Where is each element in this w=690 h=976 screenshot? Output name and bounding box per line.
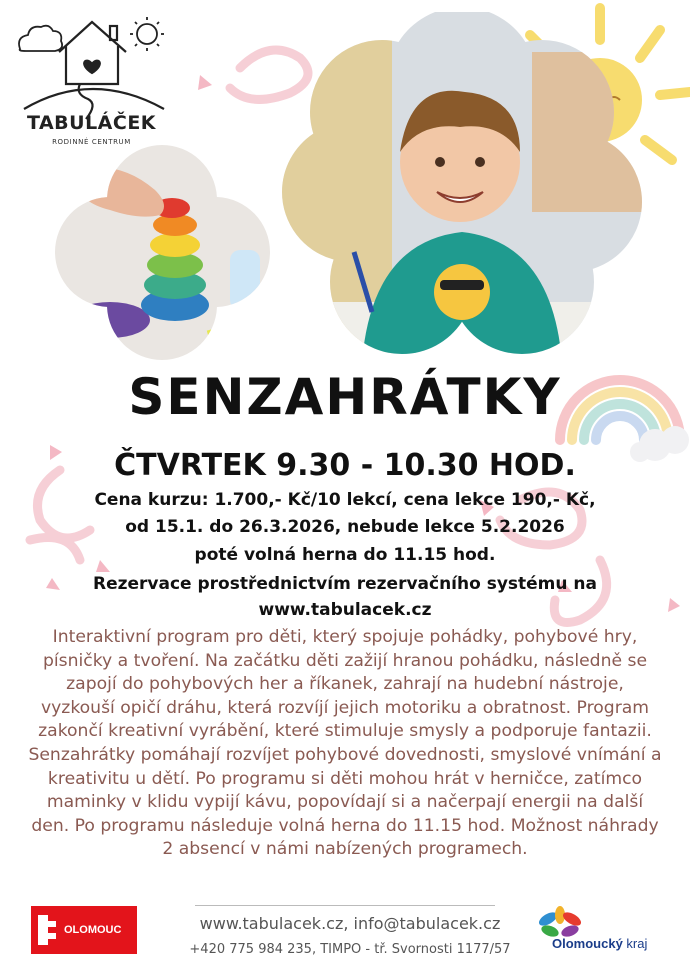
kraj-label-suffix: kraj bbox=[622, 936, 648, 951]
olomouc-emblem-icon bbox=[38, 915, 60, 945]
logo-name: TABULÁČEK bbox=[26, 112, 157, 134]
photo-stacking-toy bbox=[50, 140, 275, 365]
event-description: Interaktivní program pro děti, který spojuje pohádky, pohybové hry, písničky a tvoření. Na začátku děti zažijí hranou pohádku, následně se zapojí do pohybových her a říkanek, zahrají na hudební nástroje, vyzkouší opičí dráhu, která rozvíjí jejich motoriku a obratnost. Program zakončí kreativní vyrábění, které stimuluje smysly a podporuje fantazii. Senzahrátky pomáhají rozvíjet pohybové dovednosti, smyslové vnímání a kreativitu u dětí. Po programu si děti mohou hrát v herničce, zatímco maminky v klidu vypijí kávu, popovídají si a načerpají energii na další den. Po programu následuje volná herna do 11.15 hod. Možnost náhrady 2 absencí v námi nabízených programech. bbox=[28, 627, 662, 860]
info-reservation: Rezervace prostřednictvím rezervačního systému na bbox=[92, 574, 597, 594]
event-time: ČTVRTEK 9.30 - 10.30 HOD. bbox=[114, 448, 576, 483]
event-title: SENZAHRÁTKY bbox=[128, 368, 562, 426]
info-playroom: poté volná herna do 11.15 hod. bbox=[194, 545, 496, 565]
logo-subtitle: RODINNÉ CENTRUM bbox=[52, 138, 131, 146]
photo-boy-drawing bbox=[272, 12, 652, 362]
info-dates: od 15.1. do 26.3.2026, nebude lekce 5.2.2026 bbox=[125, 517, 565, 537]
olomoucky-kraj-label bbox=[552, 936, 647, 951]
info-price: Cena kurzu: 1.700,- Kč/10 lekcí, cena lekce 190,- Kč, bbox=[94, 490, 596, 510]
footer-address: +420 775 984 235, TIMPO - tř. Svornosti 1177/57 bbox=[189, 942, 511, 957]
sun-icon bbox=[130, 17, 164, 51]
kraj-bold-label: Olomoucký bbox=[552, 936, 623, 951]
cloud-icon bbox=[19, 26, 62, 51]
olomouc-label: OLOMOUC bbox=[64, 924, 122, 936]
footer-contact[interactable]: www.tabulacek.cz, info@tabulacek.cz bbox=[199, 914, 501, 933]
footer-divider bbox=[195, 905, 495, 906]
info-website-link[interactable]: www.tabulacek.cz bbox=[258, 600, 432, 620]
house-icon bbox=[24, 22, 164, 119]
